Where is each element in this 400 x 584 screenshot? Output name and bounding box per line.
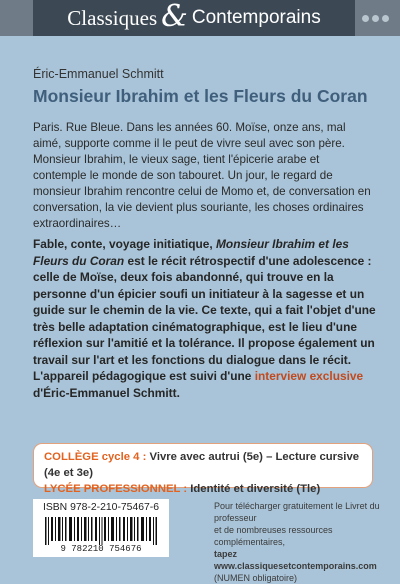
book-author: Éric-Emmanuel Schmitt: [33, 67, 164, 81]
interview-highlight: interview exclusive: [254, 369, 364, 383]
barcode-icon: [43, 517, 159, 545]
barcode-digits: 9 782210 754676: [60, 544, 142, 554]
dots-decoration-icon: [362, 15, 389, 22]
level-lycee-heading: LYCÉE PROFESSIONNEL :: [44, 483, 188, 495]
synopsis-paragraph: Paris. Rue Bleue. Dans les années 60. Moïse, onze ans, mal aimé, supporte comme il le peut de vivre seul avec son père. Monsieur Ibrahim, le vieux sage, tient l'épicerie arabe et contemple le monde de son tabouret. Un jour, le regard de monsieur Ibrahim rencontre celui de Momo et, de conversation en conversation, la vie devient plus souriante, les choses ordinaires extraordinaires…: [33, 121, 371, 230]
level-college-text: Vivre avec autrui (5e) – Lecture cursive (4e et 3e): [44, 451, 360, 479]
book-title: Monsieur Ibrahim et les Fleurs du Coran: [33, 86, 368, 106]
dot-icon: [372, 15, 379, 22]
isbn-label: ISBN 978-2-210-75467-6: [42, 502, 160, 513]
presentation-text-1: Fable, conte, voyage initiatique,: [33, 237, 217, 251]
presentation-text-4: d'Éric-Emmanuel Schmitt.: [33, 385, 180, 400]
isbn-block: [33, 499, 169, 557]
download-line-1: Pour télécharger gratuitement le Livret du professeur: [214, 501, 380, 523]
download-line-4: (NUMEN obligatoire): [214, 573, 298, 583]
series-word-contemporains: Contemporains: [191, 7, 321, 28]
download-line-2: et de nombreuses ressources complémentaires,: [214, 525, 333, 547]
series-logo: [33, 0, 355, 36]
download-line-3[interactable]: tapez www.classiquesetcontemporains.com: [214, 549, 377, 571]
school-levels-box: [33, 443, 373, 495]
presentation-title-italic: Monsieur Ibrahim et les Fleurs du Coran: [33, 237, 349, 268]
dot-icon: [362, 15, 369, 22]
level-lycee: [44, 481, 362, 497]
presentation-text-2: est le récit rétrospectif d'une adolescence : celle de Moïse, deux fois abandonné, qui trouve en la personne d'un épicier soufi un initiateur à la sagesse et un guide sur le chemin de la vie. Ce texte, qui a fait l'objet d'une très belle adaptation cinématographique, est le lieu d'une réflexion sur l'amitié et la tolérance. Il propose également un travail sur l'art et les fonctions du dialogue dans le récit.: [33, 253, 376, 367]
presentation-paragraph: [33, 236, 378, 401]
level-college: [44, 449, 362, 481]
level-lycee-text: Identité et diversité (Tle): [187, 483, 321, 495]
download-info: [214, 500, 394, 584]
dot-icon: [382, 15, 389, 22]
presentation-text-3: L'appareil pédagogique est suivi d'une: [33, 369, 255, 383]
series-ampersand: &: [161, 0, 188, 34]
series-word-classiques: Classiques: [67, 5, 158, 30]
level-college-heading: COLLÈGE cycle 4 :: [44, 451, 147, 463]
